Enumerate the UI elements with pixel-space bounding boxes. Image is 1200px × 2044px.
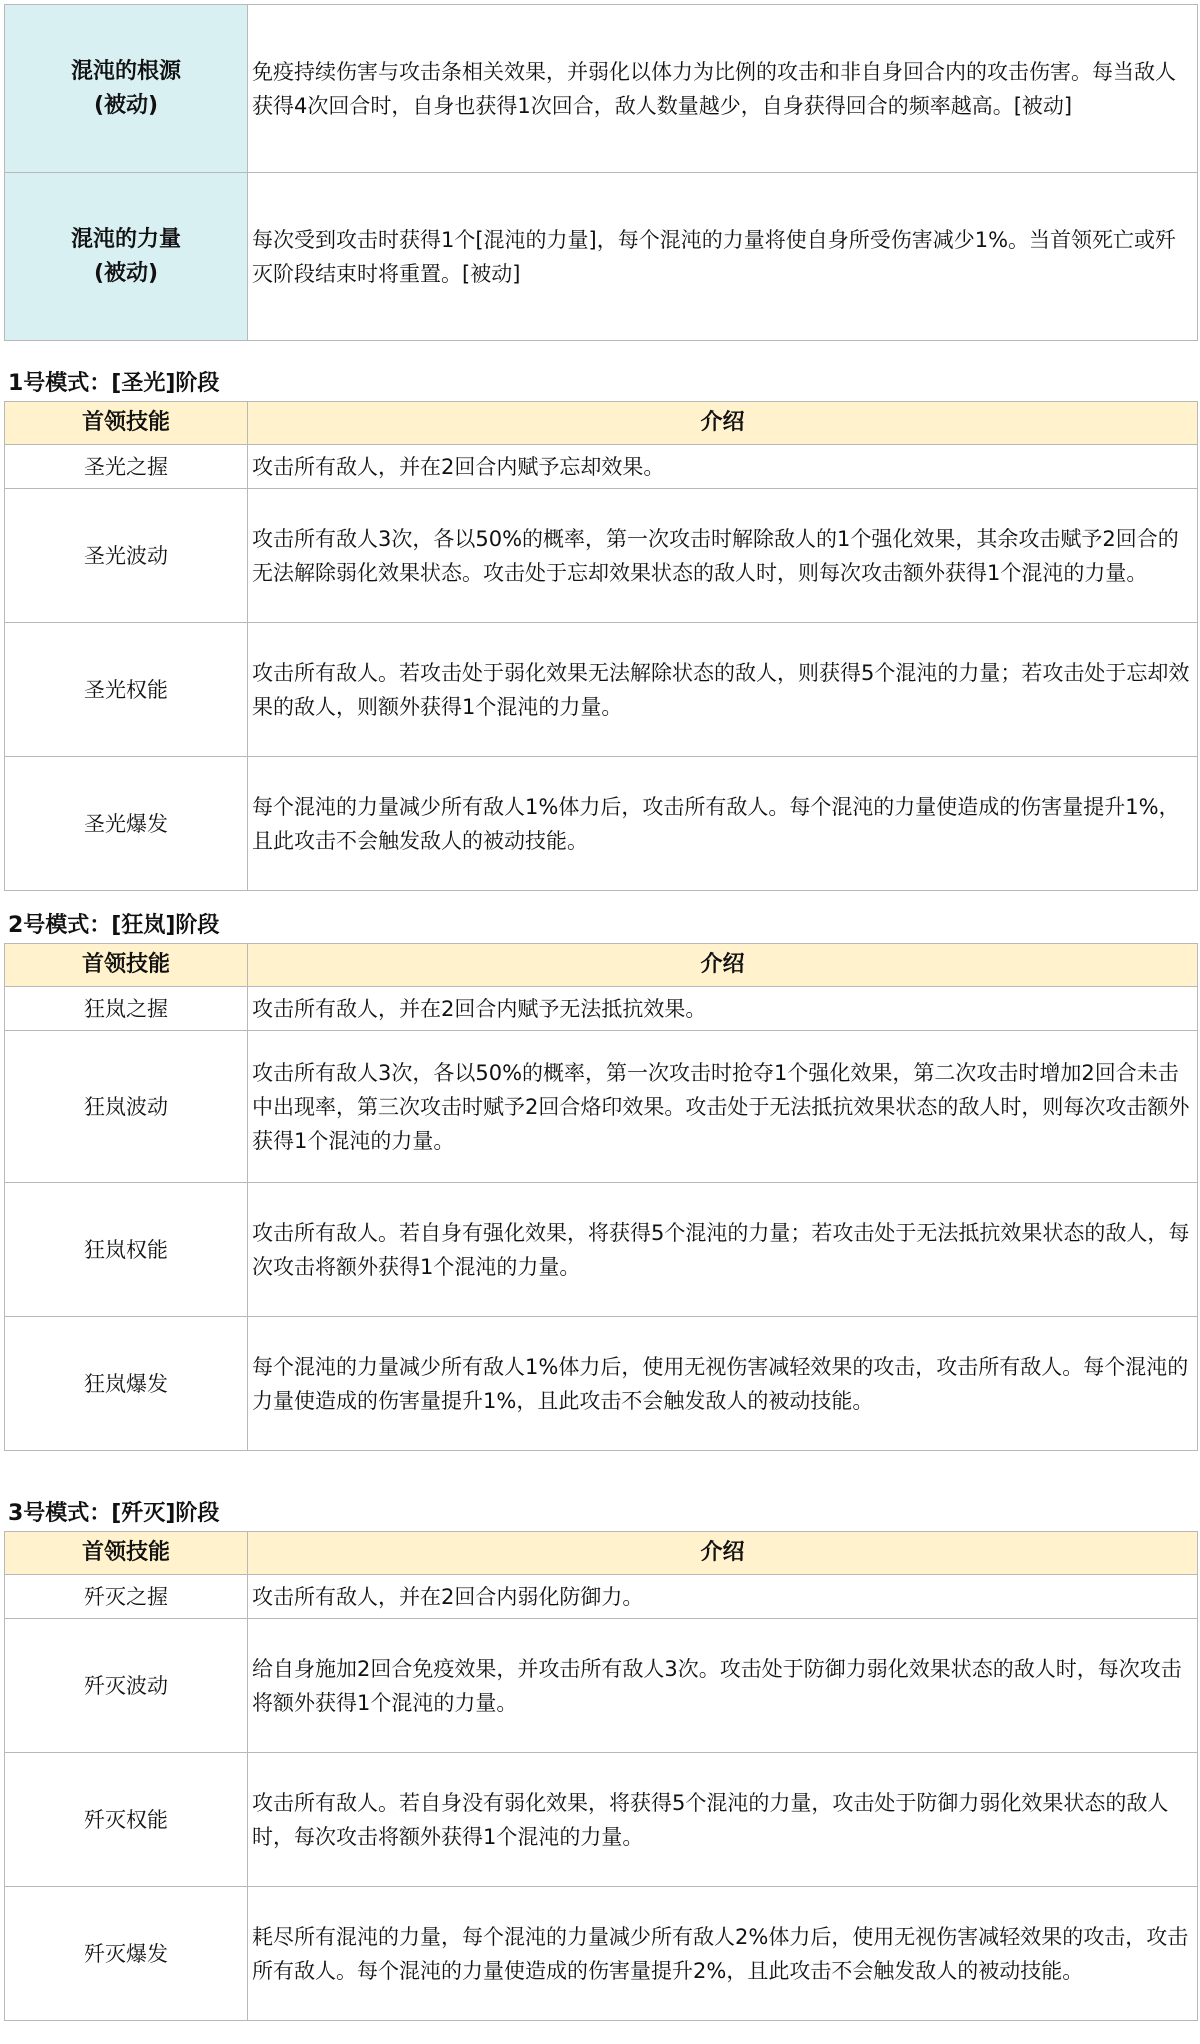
- skill-name: 圣光爆发: [5, 757, 248, 891]
- skill-desc: 攻击所有敌人，并在2回合内弱化防御力。: [248, 1575, 1198, 1619]
- phase-skill-table: [4, 1531, 1198, 2021]
- skill-name: 圣光之握: [5, 445, 248, 489]
- table-header-row: [5, 944, 1198, 987]
- header-intro: 介绍: [248, 944, 1198, 987]
- passive-tag: (被动): [93, 260, 159, 286]
- table-row: [5, 1031, 1198, 1183]
- table-row: [5, 987, 1198, 1031]
- table-row: [5, 1183, 1198, 1317]
- phase-title: 3号模式：[歼灭]阶段: [8, 1501, 220, 1526]
- skill-name: 狂岚爆发: [5, 1317, 248, 1451]
- skill-name: 狂岚权能: [5, 1183, 248, 1317]
- phase-title: 1号模式：[圣光]阶段: [8, 371, 220, 396]
- skill-desc: 每个混沌的力量减少所有敌人1%体力后，使用无视伤害减轻效果的攻击，攻击所有敌人。每个混沌的力量使造成的伤害量提升1%，且此攻击不会触发敌人的被动技能。: [248, 1317, 1198, 1451]
- table-row: [5, 1317, 1198, 1451]
- skill-name: 歼灭爆发: [5, 1887, 248, 2021]
- passive-desc: 每次受到攻击时获得1个[混沌的力量]，每个混沌的力量将使自身所受伤害减少1%。当首领死亡或歼灭阶段结束时将重置。[被动]: [248, 173, 1198, 341]
- phase-skill-table: [4, 943, 1198, 1451]
- header-skill: 首领技能: [5, 1532, 248, 1575]
- skill-name: 歼灭权能: [5, 1753, 248, 1887]
- skill-desc: 给自身施加2回合免疫效果，并攻击所有敌人3次。攻击处于防御力弱化效果状态的敌人时，每次攻击将额外获得1个混沌的力量。: [248, 1619, 1198, 1753]
- phase-title: 2号模式：[狂岚]阶段: [8, 913, 220, 938]
- table-row: [5, 1575, 1198, 1619]
- table-header-row: [5, 402, 1198, 445]
- table-row: [5, 1753, 1198, 1887]
- skill-name: 歼灭波动: [5, 1619, 248, 1753]
- skill-name: 狂岚之握: [5, 987, 248, 1031]
- table-row: [5, 489, 1198, 623]
- document: [4, 4, 1197, 2021]
- skill-name: 狂岚波动: [5, 1031, 248, 1183]
- skill-name: 圣光波动: [5, 489, 248, 623]
- passive-row: [5, 5, 1198, 173]
- passive-skill-table: [4, 4, 1198, 341]
- table-row: [5, 623, 1198, 757]
- header-intro: 介绍: [248, 1532, 1198, 1575]
- skill-desc: 攻击所有敌人3次，各以50%的概率，第一次攻击时解除敌人的1个强化效果，其余攻击赋予2回合的无法解除弱化效果状态。攻击处于忘却效果状态的敌人时，则每次攻击额外获得1个混沌的力量。: [248, 489, 1198, 623]
- phase-skill-table: [4, 401, 1198, 891]
- table-row: [5, 445, 1198, 489]
- passive-name-cell: [5, 173, 248, 341]
- skill-desc: 耗尽所有混沌的力量，每个混沌的力量减少所有敌人2%体力后，使用无视伤害减轻效果的攻击，攻击所有敌人。每个混沌的力量使造成的伤害量提升2%，且此攻击不会触发敌人的被动技能。: [248, 1887, 1198, 2021]
- passive-name: 混沌的根源: [70, 58, 181, 84]
- header-skill: 首领技能: [5, 944, 248, 987]
- table-row: [5, 1619, 1198, 1753]
- table-header-row: [5, 1532, 1198, 1575]
- skill-desc: 攻击所有敌人3次，各以50%的概率，第一次攻击时抢夺1个强化效果，第二次攻击时增加2回合未击中出现率，第三次攻击时赋予2回合烙印效果。攻击处于无法抵抗效果状态的敌人时，则每次攻击额外获得1个混沌的力量。: [248, 1031, 1198, 1183]
- skill-desc: 攻击所有敌人。若自身没有弱化效果，将获得5个混沌的力量，攻击处于防御力弱化效果状态的敌人时，每次攻击将额外获得1个混沌的力量。: [248, 1753, 1198, 1887]
- header-intro: 介绍: [248, 402, 1198, 445]
- passive-tag: (被动): [93, 92, 159, 118]
- passive-name: 混沌的力量: [70, 226, 181, 252]
- skill-desc: 攻击所有敌人。若自身有强化效果，将获得5个混沌的力量；若攻击处于无法抵抗效果状态的敌人，每次攻击将额外获得1个混沌的力量。: [248, 1183, 1198, 1317]
- passive-desc: 免疫持续伤害与攻击条相关效果，并弱化以体力为比例的攻击和非自身回合内的攻击伤害。每当敌人获得4次回合时，自身也获得1次回合，敌人数量越少，自身获得回合的频率越高。[被动]: [248, 5, 1198, 173]
- table-row: [5, 1887, 1198, 2021]
- skill-desc: 每个混沌的力量减少所有敌人1%体力后，攻击所有敌人。每个混沌的力量使造成的伤害量提升1%，且此攻击不会触发敌人的被动技能。: [248, 757, 1198, 891]
- passive-row: [5, 173, 1198, 341]
- skill-desc: 攻击所有敌人，并在2回合内赋予无法抵抗效果。: [248, 987, 1198, 1031]
- header-skill: 首领技能: [5, 402, 248, 445]
- table-row: [5, 757, 1198, 891]
- passive-name-cell: [5, 5, 248, 173]
- skill-desc: 攻击所有敌人，并在2回合内赋予忘却效果。: [248, 445, 1198, 489]
- skill-desc: 攻击所有敌人。若攻击处于弱化效果无法解除状态的敌人，则获得5个混沌的力量；若攻击处于忘却效果的敌人，则额外获得1个混沌的力量。: [248, 623, 1198, 757]
- skill-name: 圣光权能: [5, 623, 248, 757]
- skill-name: 歼灭之握: [5, 1575, 248, 1619]
